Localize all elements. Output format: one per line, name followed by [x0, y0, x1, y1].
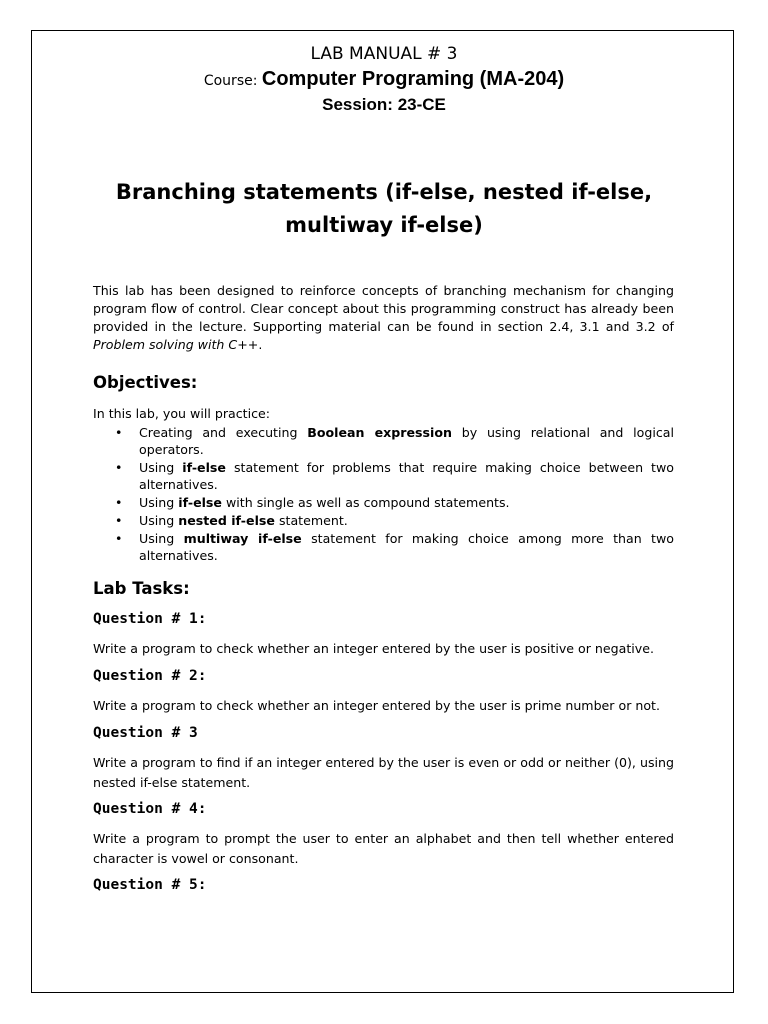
lab-manual-number: LAB MANUAL # 3	[310, 44, 458, 64]
course-line	[0, 68, 768, 91]
bullet-icon: •	[115, 460, 123, 475]
bullet-icon: •	[115, 425, 123, 440]
objectives-heading: Objectives:	[93, 373, 198, 392]
bullet-icon: •	[115, 513, 123, 528]
intro-end: .	[258, 337, 263, 352]
question-5-heading: Question # 5:	[93, 877, 207, 893]
list-item: • Creating and executing Boolean expression by using relational and logical operators.	[115, 425, 675, 457]
objectives-intro: In this lab, you will practice:	[93, 406, 271, 421]
list-item: • Using nested if-else statement.	[115, 513, 348, 528]
list-item: • Using if-else statement for problems that require making choice between two alternatives.	[115, 460, 674, 492]
list-item: • Using multiway if-else statement for making choice among more than two alternatives.	[115, 531, 674, 563]
list-item: • Using if-else with single as well as compound statements.	[115, 495, 510, 510]
question-2-text: Write a program to check whether an integer entered by the user is prime number or not.	[93, 698, 661, 713]
question-3-text: Write a program to find if an integer entered by the user is even or odd or neither (0), using nested if-else statement.	[93, 755, 674, 790]
keyword: multiway if-else	[183, 531, 302, 546]
intro-text: This lab has been designed to reinforce concepts of branching mechanism for changing program flow of control. Clear concept about this programming construct has already been provided in the lecture. Supporting material can be found in section 2.4, 3.1 and 3.2 of	[93, 283, 674, 334]
intro-paragraph	[93, 282, 674, 354]
keyword: if-else	[178, 495, 222, 510]
question-2-heading: Question # 2:	[93, 668, 207, 684]
objectives-list	[93, 424, 674, 565]
question-3-heading: Question # 3	[93, 725, 198, 741]
bullet-icon: •	[115, 531, 123, 546]
bullet-icon: •	[115, 495, 123, 510]
page-title: Branching statements (if-else, nested if-else, multiway if-else)	[115, 180, 653, 237]
session: Session: 23-CE	[322, 95, 446, 114]
course-name: Computer Programing (MA-204)	[261, 68, 565, 90]
course-label: Course:	[203, 73, 258, 89]
question-1-text: Write a program to check whether an integer entered by the user is positive or negative.	[93, 641, 655, 656]
question-4-text: Write a program to prompt the user to enter an alphabet and then tell whether entered character is vowel or consonant.	[93, 831, 674, 866]
keyword: Boolean expression	[307, 425, 452, 440]
question-1-heading: Question # 1:	[93, 611, 207, 627]
keyword: nested if-else	[178, 513, 275, 528]
book-title: Problem solving with C++	[93, 337, 259, 352]
question-4-heading: Question # 4:	[93, 801, 207, 817]
keyword: if-else	[182, 460, 226, 475]
lab-tasks-heading: Lab Tasks:	[93, 579, 190, 598]
